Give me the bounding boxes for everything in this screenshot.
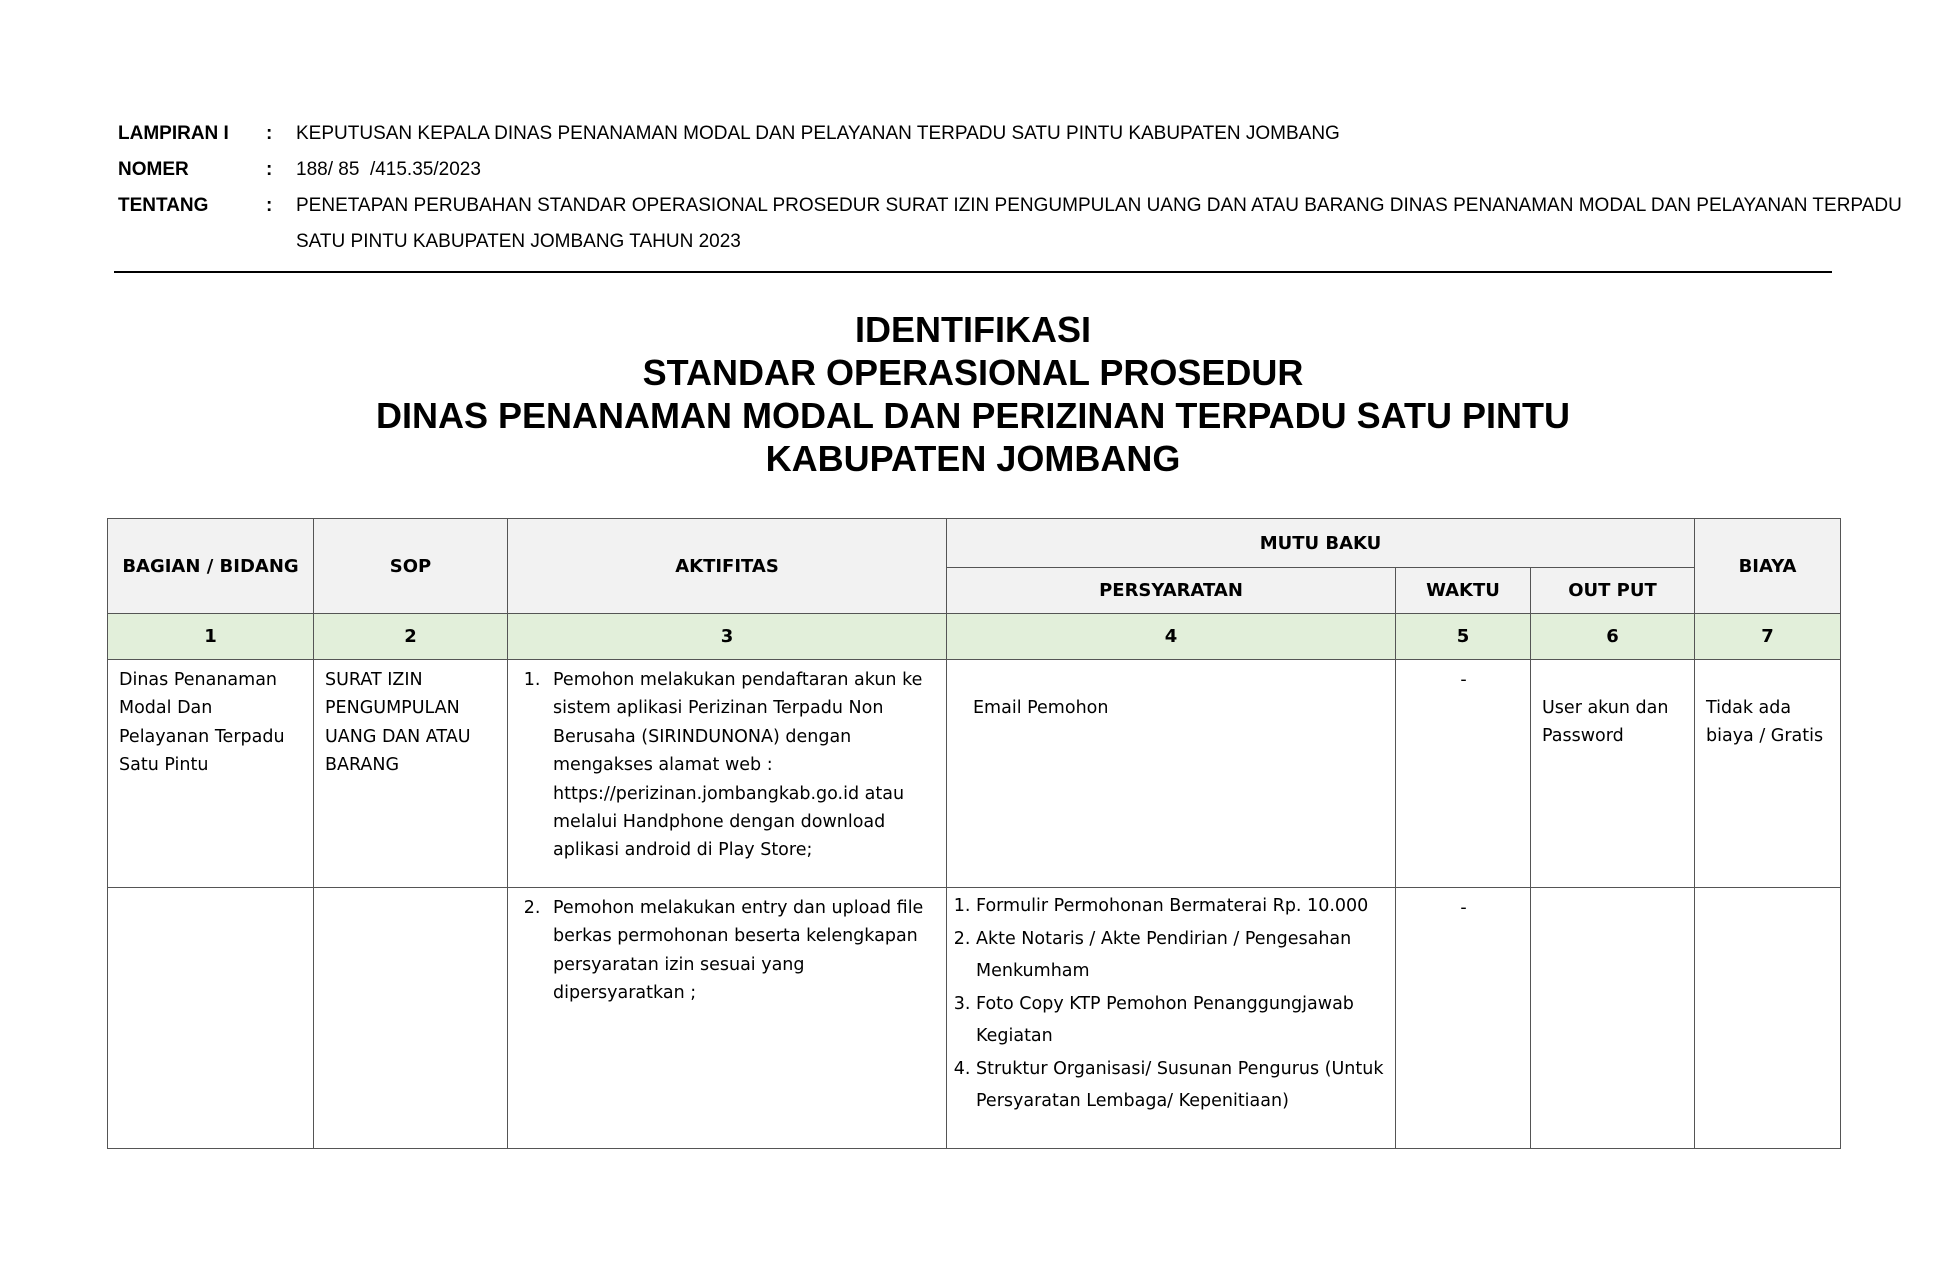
cell-output-text: User akun dan Password xyxy=(1542,698,1669,747)
title-line: DINAS PENANAMAN MODAL DAN PERIZINAN TERPADU SATU PINTU xyxy=(375,395,1570,436)
cell-aktifitas xyxy=(508,888,947,1149)
document-header xyxy=(118,116,1949,260)
header-colon: : xyxy=(266,195,273,216)
header-colon: : xyxy=(266,123,273,144)
column-number: 2 xyxy=(314,614,508,660)
table-header-row xyxy=(108,519,1841,568)
header-divider xyxy=(114,271,1832,273)
table-row xyxy=(108,660,1841,888)
requirement-list xyxy=(947,890,1389,1118)
col-header-waktu: WAKTU xyxy=(1396,568,1531,614)
activity-list xyxy=(508,666,938,865)
cell-bagian xyxy=(108,660,314,888)
cell-sop-text: SURAT IZIN PENGUMPULAN UANG DAN ATAU BARANG xyxy=(325,670,471,776)
column-number: 7 xyxy=(1695,614,1841,660)
title-line: IDENTIFIKASI xyxy=(854,309,1091,350)
header-row-nomer xyxy=(118,152,1949,188)
cell-output xyxy=(1531,660,1695,888)
cell-biaya xyxy=(1695,888,1841,1149)
cell-biaya xyxy=(1695,660,1841,888)
cell-persyaratan xyxy=(947,660,1396,888)
activity-step: 1. Pemohon melakukan pendaftaran akun ke sistem aplikasi Perizinan Terpadu Non Berusaha (SIRINDUNONA) dengan mengakses alamat web : https://perizinan.jombangkab.go.id atau melalui Handphone dengan download aplikasi android di Play Store; xyxy=(546,666,938,865)
activity-list xyxy=(508,894,938,1008)
cell-sop xyxy=(314,888,508,1149)
header-row-lampiran xyxy=(118,116,1949,152)
requirement-item: 3. Foto Copy KTP Pemohon Penanggungjawab Kegiatan xyxy=(976,988,1389,1053)
header-value: 188/ 85 /415.35/2023 xyxy=(296,159,481,180)
cell-waktu-text: - xyxy=(1460,670,1467,690)
requirement-item: 2. Akte Notaris / Akte Pendirian / Pengesahan Menkumham xyxy=(976,923,1389,988)
cell-aktifitas xyxy=(508,660,947,888)
col-header-output: OUT PUT xyxy=(1531,568,1695,614)
column-number-row xyxy=(108,614,1841,660)
cell-output xyxy=(1531,888,1695,1149)
column-number: 5 xyxy=(1396,614,1531,660)
column-number: 1 xyxy=(108,614,314,660)
sop-table xyxy=(107,518,1841,1149)
cell-persyaratan xyxy=(947,888,1396,1149)
cell-waktu-text: - xyxy=(1460,898,1467,918)
header-row-tentang xyxy=(118,188,1949,260)
column-number: 6 xyxy=(1531,614,1695,660)
activity-step: 2. Pemohon melakukan entry dan upload file berkas permohonan beserta kelengkapan persyaratan izin sesuai yang dipersyaratkan ; xyxy=(546,894,938,1008)
header-key: LAMPIRAN I xyxy=(118,123,229,144)
cell-bagian xyxy=(108,888,314,1149)
col-header-bagian: BAGIAN / BIDANG xyxy=(108,519,314,614)
cell-biaya-text: Tidak ada biaya / Gratis xyxy=(1706,698,1824,747)
requirement-item: 4. Struktur Organisasi/ Susunan Pengurus (Untuk Persyaratan Lembaga/ Kepenitiaan) xyxy=(976,1053,1389,1118)
col-header-biaya: BIAYA xyxy=(1695,519,1841,614)
header-key: TENTANG xyxy=(118,195,209,216)
header-value: PENETAPAN PERUBAHAN STANDAR OPERASIONAL PROSEDUR SURAT IZIN PENGUMPULAN UANG DAN ATAU BARANG DINAS PENANAMAN MODAL DAN PELAYANAN TERPADU SATU PINTU KABUPATEN JOMBANG TAHUN 2023 xyxy=(296,195,1902,252)
col-header-mutu-baku: MUTU BAKU xyxy=(947,519,1695,568)
title-line: STANDAR OPERASIONAL PROSEDUR xyxy=(642,352,1304,393)
title-line: KABUPATEN JOMBANG xyxy=(765,438,1181,479)
cell-bagian-text xyxy=(108,888,313,900)
column-number: 4 xyxy=(947,614,1396,660)
col-header-persyaratan: PERSYARATAN xyxy=(947,568,1396,614)
header-key: NOMER xyxy=(118,159,189,180)
col-header-aktifitas: AKTIFITAS xyxy=(508,519,947,614)
requirement-item: 1. Formulir Permohonan Bermaterai Rp. 10.000 xyxy=(976,890,1389,923)
cell-persyaratan-text: Email Pemohon xyxy=(973,698,1109,718)
cell-waktu xyxy=(1396,660,1531,888)
cell-bagian-text: Dinas Penanaman Modal Dan Pelayanan Terpadu Satu Pintu xyxy=(119,670,285,776)
cell-output-text xyxy=(1531,888,1694,900)
header-value: KEPUTUSAN KEPALA DINAS PENANAMAN MODAL DAN PELAYANAN TERPADU SATU PINTU KABUPATEN JOMBANG xyxy=(296,123,1340,144)
header-colon: : xyxy=(266,159,273,180)
cell-waktu xyxy=(1396,888,1531,1149)
column-number: 3 xyxy=(508,614,947,660)
cell-biaya-text xyxy=(1695,888,1840,900)
table-row xyxy=(108,888,1841,1149)
cell-sop-text xyxy=(314,888,507,900)
col-header-sop: SOP xyxy=(314,519,508,614)
cell-sop xyxy=(314,660,508,888)
document-title xyxy=(114,308,1832,480)
